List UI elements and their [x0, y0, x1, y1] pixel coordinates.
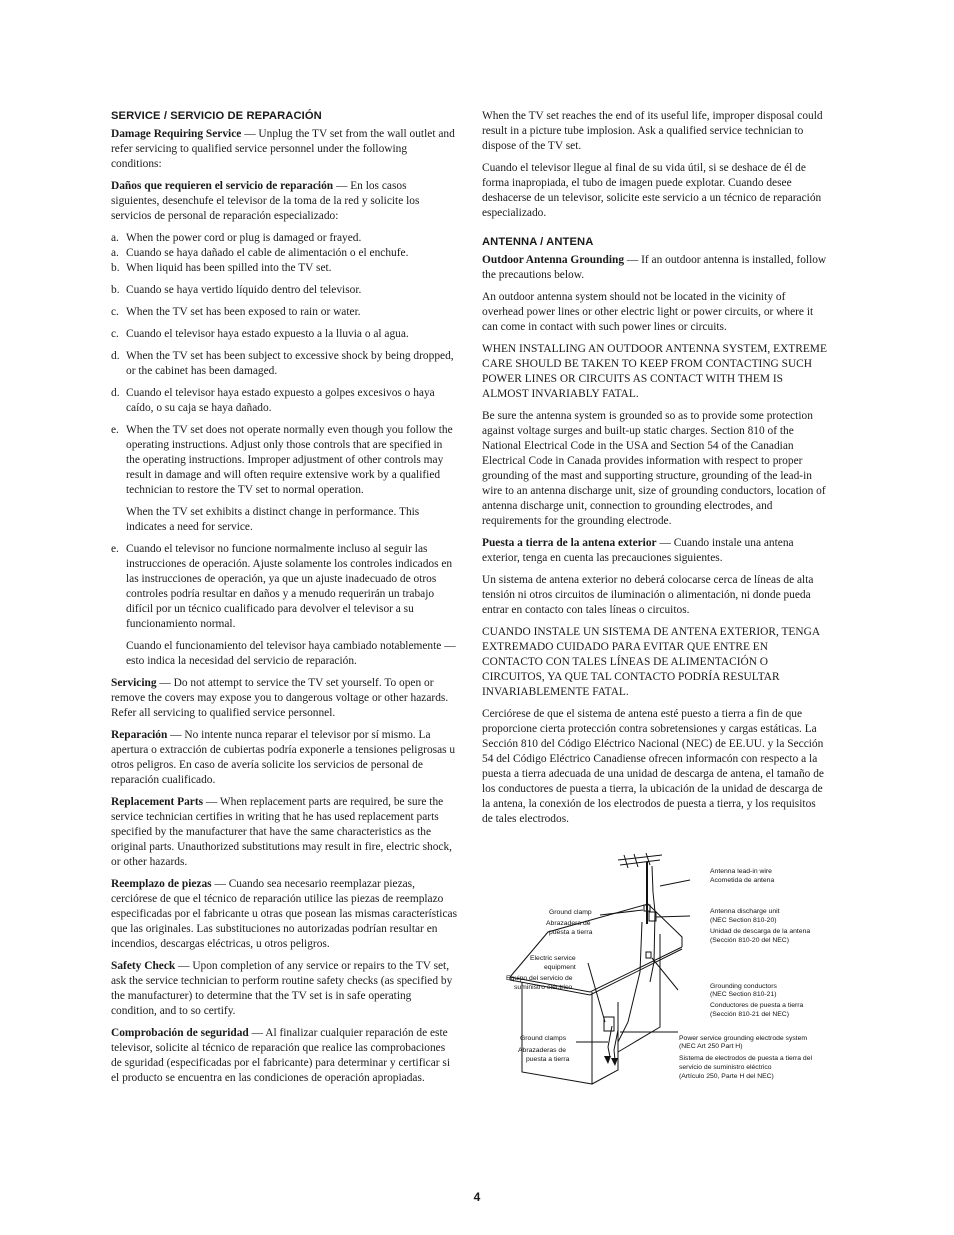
label-discharge-es-1: Unidad de descarga de la antena [710, 928, 811, 935]
label-sistema-1: Sistema de electrodos de puesta a tierra del [679, 1055, 812, 1062]
antenna-grounding-diagram [500, 852, 845, 1087]
list-item: a. Cuando se haya dañado el cable de alimentación o el enchufe. [111, 247, 409, 259]
list-item: c. When the TV set has been exposed to rain or water. [111, 306, 361, 318]
damage-requiring-service-en: Damage Requiring Service — Unplug the TV set from the wall outlet and refer servicing to qualified service personnel under the following conditions: [111, 128, 455, 170]
list-item: e. When the TV set does not operate normally even though you follow the operating instructions. Adjust only those controls that are specified in the operating instructions. Improper adjustment of other controls may result in damage and will often require extensive work by a qualified technician to restore the TV set to normal operation. [111, 424, 453, 496]
warning-en-paragraph: WHEN INSTALLING AN OUTDOOR ANTENNA SYSTEM, EXTREME CARE SHOULD BE TAKEN TO KEEP FROM CONTACTING SUCH POWER LINES OR CIRCUITS AS CONTACT WITH THEM IS ALMOST INVARIABLY FATAL. [482, 343, 827, 400]
label-abrazaderas-1: Abrazaderas de [518, 1047, 566, 1054]
list-item-followup: When the TV set exhibits a distinct change in performance. This indicates a need for service. [126, 506, 420, 533]
label-equipo-1: Equipo del servicio de [506, 975, 573, 982]
label-electric-service-1: Electric service [530, 955, 576, 962]
label-electric-service-2: equipment [544, 964, 576, 971]
label-ground-clamp-es-1: Abrazadera de [546, 920, 591, 927]
grounded-es-paragraph: Cerciórese de que el sistema de antena esté puesto a tierra a fin de que proporcione cierta protección contra sobretensiones y cargas estáticas. La Sección 810 del Código Eléctrico Nacional (NEC) de EE.UU. y la Sección 54 del Código Eléctrico Canadiense ofrecen informacón con respecto a la puesta a tierra adecuada de una unidad de descarga de antena, el tamaño de los conductores de puesta a tierra, la ubicación de la unidad de descarga de la antena, la conexión de los electrodos de puesta a tierra, y los requisitos de tales electrodos. [482, 708, 824, 825]
label-discharge-es-2: (Sección 810-20 del NEC) [710, 937, 789, 944]
label-power-system-1: Power service grounding electrode system [679, 1035, 808, 1042]
comprobacion-paragraph: Comprobación de seguridad — Al finalizar cualquier reparación de este televisor, solicite al técnico de reparación que realice las comprobaciones de sguridad (especificadas por el fabricante) para determinar y certificar si el producto se encuentra en las condiciones de operación apropiadas. [111, 1027, 451, 1084]
safety-check-paragraph: Safety Check — Upon completion of any service or repairs to the TV set, ask the service technician to perform routine safety checks (as specified by the manufacturer) to determine that the TV set is in safe operating condition, and to so certify. [111, 960, 453, 1017]
label-conductores-2: (Sección 810-21 del NEC) [710, 1011, 789, 1018]
list-item: d. Cuando el televisor haya estado expuesto a golpes excesivos o haya caído, o su caja se haya dañado. [111, 387, 435, 414]
replacement-parts-paragraph: Replacement Parts — When replacement parts are required, be sure the service technician certifies in writing that he has used replacement parts specified by the manufacturer that have the same characteristics as the original parts. Unauthorized substitutions may result in fire, electric shock, or other hazards. [111, 796, 453, 868]
list-item: d. When the TV set has been subject to excessive shock by being dropped, or the cabinet has been damaged. [111, 350, 454, 377]
antenna-system-es-paragraph: Un sistema de antena exterior no deberá colocarse cerca de líneas de alta tensión ni otros circuitos de iluminación o alimentación, ni donde pueda entrar en contacto con tales líneas o circuitos. [482, 574, 814, 616]
label-sistema-2: servicio de suministro eléctrico [679, 1064, 772, 1071]
reparacion-paragraph: Reparación — No intente nunca reparar el televisor por sí mismo. La apertura o extracción de cubiertas podría exponerle a tensiones peligrosas u otros peligros. En caso de avería solicite los servicios de personal de reparación cualificado. [111, 729, 456, 786]
antenna-icon [618, 853, 662, 868]
disposal-es-paragraph: Cuando el televisor llegue al final de su vida útil, si se deshace de él de forma inapropiada, el tubo de imagen puede explotar. Cuando desee deshacerse de un televisor, solicite este servicio a un técnico de reparación especializado. [482, 162, 822, 219]
electric-service-box [604, 1017, 614, 1031]
damage-requiring-service-es: Daños que requieren el servicio de reparación — En los casos siguientes, desenchufe el televisor de la toma de la red y solicite los servicios de personal de reparación especializado: [111, 180, 420, 222]
label-equipo-2: suministro eléctrico [514, 984, 573, 991]
list-item: b. When liquid has been spilled into the TV set. [111, 262, 332, 274]
list-item: e. Cuando el televisor no funcione normalmente incluso al seguir las instrucciones de operación. Ajuste solamente los controles indicados en las instrucciones de operación, ya que un ajuste inadecuado de otros controles podría resultar en daños y a menudo requerirán un trabajo difícil por un técnico cualificado para devolver el televisor a su funcionamiento normal. [111, 543, 453, 630]
list-item: a. When the power cord or plug is damaged or frayed. [111, 232, 362, 244]
puesta-a-tierra-paragraph: Puesta a tierra de la antena exterior — Cuando instale una antena exterior, tenga en cuenta las precauciones siguientes. [482, 537, 794, 564]
service-heading: SERVICE / SERVICIO DE REPARACIÓN [111, 110, 322, 122]
label-ground-clamps-en: Ground clamps [520, 1035, 567, 1042]
label-lead-in-es: Acometida de antena [710, 877, 775, 884]
antenna-heading: ANTENNA / ANTENA [482, 236, 594, 248]
label-ground-clamp-en: Ground clamp [549, 909, 592, 916]
left-column [111, 109, 457, 1093]
servicing-paragraph: Servicing — Do not attempt to service the TV set yourself. To open or remove the covers may expose you to dangerous voltage or other hazards. Refer all servicing to qualified service personnel. [111, 677, 449, 719]
warning-es-paragraph: CUANDO INSTALE UN SISTEMA DE ANTENA EXTERIOR, TENGA EXTREMADO CUIDADO PARA EVITAR QUE ENTRE EN CONTACTO CON TALES LÍNEAS DE ALIMENTACIÓN O CIRCUITOS, YA QUE TAL CONTACTO PODRÍA RESULTAR INVARIABLEMENTE FATAL. [482, 626, 820, 698]
list-item: b. Cuando se haya vertido líquido dentro del televisor. [111, 284, 362, 296]
label-discharge-nec: (NEC Section 810-20) [710, 917, 777, 924]
label-sistema-3: (Artículo 250, Parte H del NEC) [679, 1073, 774, 1080]
label-ground-clamp-es-2: puesta a tierra [549, 929, 593, 936]
right-column [482, 109, 828, 834]
label-conductores-1: Conductores de puesta a tierra [710, 1002, 804, 1009]
label-discharge-en: Antenna discharge unit [710, 908, 780, 915]
label-abrazaderas-2: puesta a tierra [526, 1056, 570, 1063]
grounded-en-paragraph: Be sure the antenna system is grounded so as to provide some protection against voltage surges and built-up static charges. Section 810 of the National Electrical Code in the USA and Section 54 of the Canadian Electrical Code in Canada provides information with respect to proper grounding of the mast and supporting structure, grounding of the lead-in wire to an antenna discharge unit, size of grounding conductors, location of antenna discharge unit, connection to grounding electrodes, and requirements for the grounding electrode. [482, 410, 826, 527]
disposal-en-paragraph: When the TV set reaches the end of its useful life, improper disposal could result in a picture tube implosion. Ask a qualified service technician to dispose of the TV set. [482, 110, 823, 152]
antenna-system-en-paragraph: An outdoor antenna system should not be located in the vicinity of overhead power lines or other electric light or power circuits, or where it can come in contact with such power lines or circuits. [482, 291, 814, 333]
label-power-system-2: (NEC Art 250 Part H) [679, 1043, 743, 1050]
reemplazo-paragraph: Reemplazo de piezas — Cuando sea necesario reemplazar piezas, cerciórese de que el técnico de reparación utilice las piezas de reemplazo especificadas por el fabricante u otras que posean las mismas características que las originales. Las substituciones no autorizadas podrían resultar en incendios, descargas eléctricas, u otros peligros. [111, 878, 457, 950]
label-lead-in-en: Antenna lead-in wire [710, 868, 772, 875]
label-grounding-conductors-en: Grounding conductors [710, 983, 777, 990]
page-number: 4 [473, 1190, 481, 1204]
list-item-followup: Cuando el funcionamiento del televisor haya cambiado notablemente — esto indica la necesidad del servicio de reparación. [126, 640, 456, 667]
label-grounding-conductors-nec: (NEC Section 810-21) [710, 991, 777, 998]
outdoor-antenna-paragraph: Outdoor Antenna Grounding — If an outdoor antenna is installed, follow the precautions below. [482, 254, 827, 281]
list-item: c. Cuando el televisor haya estado expuesto a la lluvia o al agua. [111, 328, 409, 340]
